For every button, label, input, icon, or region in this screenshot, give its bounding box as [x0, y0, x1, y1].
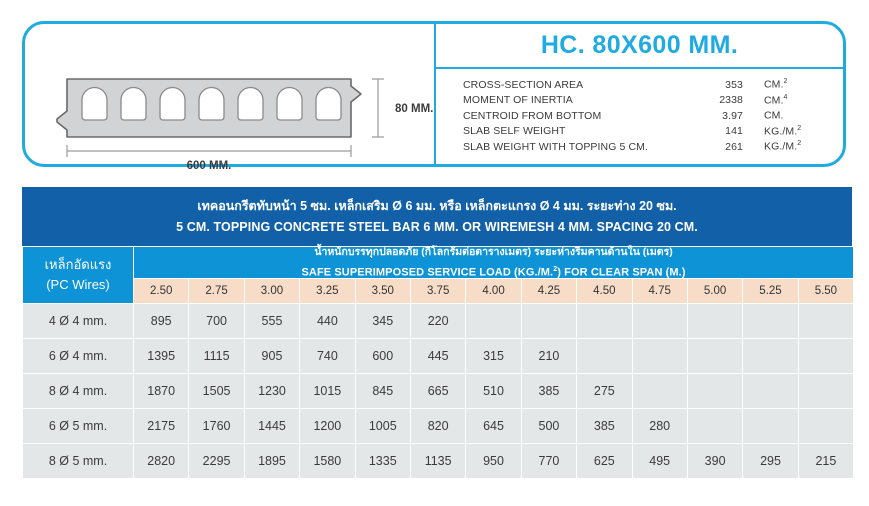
product-title: HC. 80X600 MM.	[436, 24, 843, 69]
spec-row	[436, 78, 843, 94]
load-value-cell	[799, 339, 853, 373]
load-value-cell: 275	[577, 374, 631, 408]
row-label: 8 Ø 5 mm.	[23, 444, 133, 478]
load-value-cell: 2175	[134, 409, 188, 443]
load-value-cell	[799, 304, 853, 338]
table-header-row-spans	[23, 279, 853, 303]
load-value-cell	[799, 374, 853, 408]
spec-value: 2338	[719, 94, 743, 107]
load-value-cell: 215	[799, 444, 853, 478]
load-value-cell: 1760	[189, 409, 243, 443]
span-header-cell: 3.00	[245, 279, 299, 303]
load-value-cell: 665	[411, 374, 465, 408]
load-value-cell	[799, 409, 853, 443]
load-value-cell: 600	[356, 339, 410, 373]
load-value-cell: 1015	[300, 374, 354, 408]
table-row	[23, 374, 853, 408]
spec-value: 141	[725, 125, 743, 138]
span-header-cell: 5.00	[688, 279, 742, 303]
load-value-cell: 740	[300, 339, 354, 373]
span-header-cell: 4.50	[577, 279, 631, 303]
load-value-cell	[633, 304, 687, 338]
load-value-cell: 440	[300, 304, 354, 338]
spec-label: SLAB SELF WEIGHT	[463, 125, 566, 138]
spec-row	[436, 94, 843, 110]
topping-note-english: 5 CM. TOPPING CONCRETE STEEL BAR 6 MM. OR WIREMESH 4 MM. SPACING 20 CM.	[176, 220, 698, 234]
span-header-cell: 4.25	[522, 279, 576, 303]
load-value-cell	[688, 409, 742, 443]
load-value-cell: 895	[134, 304, 188, 338]
header-pc-wires-english: (PC Wires)	[46, 277, 110, 293]
spec-unit: KG./M.$^2$	[764, 140, 802, 153]
load-value-cell: 625	[577, 444, 631, 478]
width-dimension-label: 600 MM.	[186, 160, 232, 172]
load-value-cell	[633, 374, 687, 408]
spec-label: SLAB WEIGHT WITH TOPPING 5 CM.	[463, 140, 649, 153]
spec-value: 353	[725, 78, 743, 91]
topping-note-banner	[22, 187, 852, 246]
header-safe-load-english: SAFE SUPERIMPOSED SERVICE LOAD (KG./M.$^2$) FOR CLEAR SPAN (M.)	[301, 265, 686, 279]
load-value-cell	[743, 409, 797, 443]
load-value-cell: 390	[688, 444, 742, 478]
load-value-cell: 315	[466, 339, 520, 373]
load-value-cell	[688, 304, 742, 338]
span-header-cell: 5.50	[799, 279, 853, 303]
spec-row	[436, 109, 843, 125]
header-pc-wires-thai: เหล็กอัดแรง	[44, 256, 112, 272]
spec-unit: KG./M.$^2$	[764, 124, 802, 138]
header-safe-load-thai: น้ำหนักบรรทุกปลอดภัย (กิโลกรัมต่อตารางเมตร) ระยะห่างริมคานด้านใน (เมตร)	[314, 246, 673, 258]
load-value-cell: 1505	[189, 374, 243, 408]
spec-unit: CM.	[764, 109, 784, 122]
spec-row	[436, 140, 843, 156]
table-row	[23, 444, 853, 478]
load-value-cell: 1200	[300, 409, 354, 443]
spec-label: MOMENT OF INERTIA	[463, 94, 573, 107]
load-value-cell: 1445	[245, 409, 299, 443]
load-value-cell: 220	[411, 304, 465, 338]
load-value-cell: 1870	[134, 374, 188, 408]
load-value-cell: 1005	[356, 409, 410, 443]
load-value-cell: 385	[522, 374, 576, 408]
load-value-cell	[688, 339, 742, 373]
load-value-cell: 845	[356, 374, 410, 408]
slab-cross-section-diagram	[25, 24, 434, 172]
table-row	[23, 409, 853, 443]
specification-list	[436, 69, 843, 156]
load-value-cell: 210	[522, 339, 576, 373]
load-value-cell	[466, 304, 520, 338]
load-value-cell: 905	[245, 339, 299, 373]
span-header-cell: 4.75	[633, 279, 687, 303]
load-value-cell: 1335	[356, 444, 410, 478]
row-label: 4 Ø 4 mm.	[23, 304, 133, 338]
load-value-cell: 1895	[245, 444, 299, 478]
width-dimension-line	[67, 145, 351, 157]
header-pc-wires	[23, 247, 133, 303]
span-header-cell: 5.25	[743, 279, 797, 303]
load-value-cell: 820	[411, 409, 465, 443]
load-value-cell: 1395	[134, 339, 188, 373]
load-value-cell: 445	[411, 339, 465, 373]
spec-label: CENTROID FROM BOTTOM	[463, 109, 602, 122]
load-value-cell: 555	[245, 304, 299, 338]
load-value-cell: 345	[356, 304, 410, 338]
load-value-cell	[743, 339, 797, 373]
spec-value: 3.97	[722, 109, 743, 122]
product-card	[22, 21, 846, 172]
topping-note-thai: เทคอนกรีตทับหน้า 5 ซม. เหล็กเสริม Ø 6 มม. หรือ เหล็กตะแกรง Ø 4 มม. ระยะท่าง 20 ซม.	[197, 198, 677, 213]
load-value-cell: 295	[743, 444, 797, 478]
span-header-cell: 3.25	[300, 279, 354, 303]
table-header-row-main	[23, 247, 853, 278]
load-value-cell: 2820	[134, 444, 188, 478]
load-value-cell: 770	[522, 444, 576, 478]
height-dimension-label: 80 MM.	[395, 103, 434, 115]
load-value-cell: 950	[466, 444, 520, 478]
load-value-cell: 510	[466, 374, 520, 408]
span-header-cell: 3.75	[411, 279, 465, 303]
spec-label: CROSS-SECTION AREA	[463, 78, 584, 91]
load-value-cell: 700	[189, 304, 243, 338]
load-value-cell: 1135	[411, 444, 465, 478]
safe-load-table	[22, 246, 854, 479]
load-value-cell: 385	[577, 409, 631, 443]
load-value-cell: 500	[522, 409, 576, 443]
load-value-cell	[743, 304, 797, 338]
load-value-cell: 280	[633, 409, 687, 443]
span-header-cell: 2.50	[134, 279, 188, 303]
load-value-cell: 1580	[300, 444, 354, 478]
span-header-cell: 3.50	[356, 279, 410, 303]
height-dimension-line	[372, 79, 384, 137]
cross-section-drawing-panel	[25, 24, 434, 172]
span-header-cell: 4.00	[466, 279, 520, 303]
row-label: 8 Ø 4 mm.	[23, 374, 133, 408]
row-label: 6 Ø 5 mm.	[23, 409, 133, 443]
row-label: 6 Ø 4 mm.	[23, 339, 133, 373]
spec-row	[436, 125, 843, 141]
header-safe-load	[134, 247, 853, 278]
load-value-cell: 1230	[245, 374, 299, 408]
load-value-cell	[633, 339, 687, 373]
spec-unit: CM.$^2$	[764, 78, 788, 91]
load-value-cell	[577, 304, 631, 338]
load-value-cell	[577, 339, 631, 373]
load-value-cell	[688, 374, 742, 408]
load-value-cell: 645	[466, 409, 520, 443]
table-row	[23, 304, 853, 338]
load-value-cell: 1115	[189, 339, 243, 373]
load-value-cell: 495	[633, 444, 687, 478]
spec-value: 261	[725, 140, 743, 153]
load-value-cell	[743, 374, 797, 408]
load-value-cell: 2295	[189, 444, 243, 478]
table-row	[23, 339, 853, 373]
product-info-panel	[436, 24, 843, 164]
span-header-cell: 2.75	[189, 279, 243, 303]
spec-unit: CM.$^4$	[764, 93, 788, 107]
load-value-cell	[522, 304, 576, 338]
